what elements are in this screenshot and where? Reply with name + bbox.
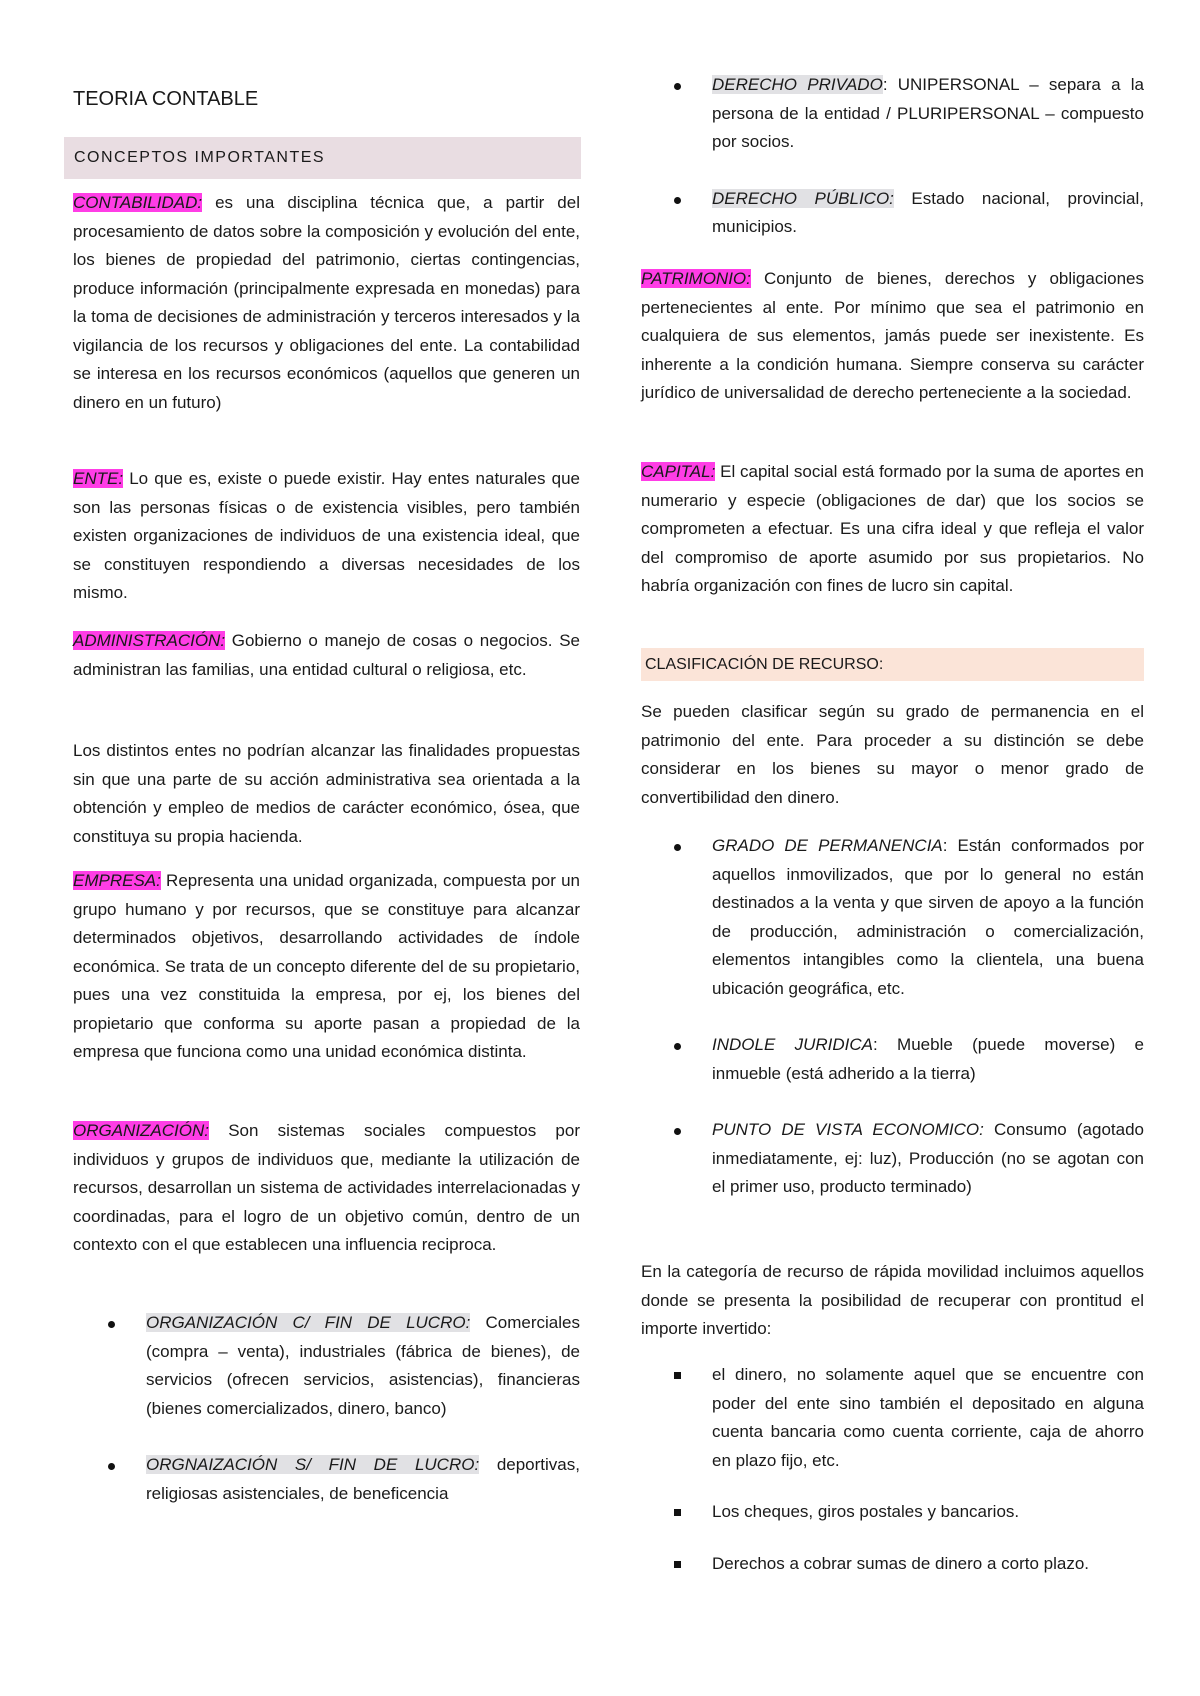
paragraph-clasificacion-intro: Se pueden clasificar según su grado de permanencia en el patrimonio del ente. Para proceder a su distinción se debe considerar en los bienes su mayor o menor grado de convertibilidad den dinero.: [641, 702, 1144, 807]
paragraph-capital: CAPITAL: El capital social está formado por la suma de aportes en numerario y especie (obligaciones de dar) que los socios se comprometen a efectuar. Es una cifra ideal y que refleja el valor del compromiso de aporte asumido por sus propietarios. No habría organización con fines de lucro sin capital.: [641, 462, 1144, 595]
term-capital: CAPITAL:: [641, 462, 716, 481]
bullet-square-icon: [674, 1372, 681, 1379]
square-bullet-list: [712, 1361, 1144, 1578]
list-item: PUNTO DE VISTA ECONOMICO: Consumo (agotado inmediatamente, ej: luz), Producción (no se agotan con el primer uso, producto terminado): [712, 1116, 1144, 1202]
organization-bullet-list: [146, 1309, 580, 1508]
term-ente: ENTE:: [73, 469, 124, 488]
paragraph-administracion: ADMINISTRACIÓN: Gobierno o manejo de cosas o negocios. Se administran las familias, una entidad cultural o religiosa, etc.: [73, 631, 580, 679]
bullet-dot-icon: [674, 197, 681, 204]
document-title: TEORIA CONTABLE: [73, 88, 259, 110]
paragraph-rapida-movilidad: En la categoría de recurso de rápida movilidad incluimos aquellos donde se presenta la posibilidad de recuperar con prontitud el importe invertido:: [641, 1262, 1144, 1338]
term-contabilidad: CONTABILIDAD:: [73, 193, 203, 212]
term-patrimonio: PATRIMONIO:: [641, 269, 751, 288]
list-item: ORGANIZACIÓN C/ FIN DE LUCRO: Comerciales (compra – venta), industriales (fábrica de bienes), de servicios (ofrecen servicios, asistencias), financieras (bienes comercializados, dinero, banco): [146, 1309, 580, 1423]
list-item: DERECHO PRIVADO: UNIPERSONAL – separa a la persona de la entidad / PLURIPERSONAL – compuesto por socios.: [712, 71, 1144, 157]
bullet-square-icon: [674, 1561, 681, 1568]
bullet-dot-icon: [674, 83, 681, 90]
bullet-dot-icon: [108, 1321, 115, 1328]
clasificacion-header: CLASIFICACIÓN DE RECURSO:: [641, 648, 1144, 681]
term-organizacion: ORGANIZACIÓN:: [73, 1121, 210, 1140]
list-item: GRADO DE PERMANENCIA: Están conformados por aquellos inmovilizados, que por lo general no están destinados a la venta y que sirven de apoyo a la función de producción, administración o comercialización, elementos intangibles como la clientela, una buena ubicación geográfica, etc.: [712, 832, 1144, 1003]
list-item: el dinero, no solamente aquel que se encuentre con poder del ente sino también el depositado en alguna cuenta bancaria como cuenta corriente, caja de ahorro en plazo fijo, etc.: [712, 1361, 1144, 1475]
paragraph-ente: ENTE: Lo que es, existe o puede existir. Hay entes naturales que son las personas físicas o de existencia visibles, pero también existen organizaciones de individuos de una existencia ideal, que se constituyen respondiendo a diversas necesidades de los mismo.: [73, 469, 580, 602]
list-item: Derechos a cobrar sumas de dinero a corto plazo.: [712, 1550, 1144, 1579]
recurso-bullet-list: [712, 832, 1144, 1202]
paragraph-distintos-entes: Los distintos entes no podrían alcanzar las finalidades propuestas sin que una parte de su acción administrativa sea orientada a la obtención y empleo de medios de carácter económico, ósea, que constituya su propia hacienda.: [73, 741, 580, 846]
paragraph-empresa: EMPRESA: Representa una unidad organizada, compuesta por un grupo humano y por recursos, que se constituye para alcanzar determinados objetivos, desarrollando actividades de índole económica. Se trata de un concepto diferente del de su propietario, pues una vez constituida la empresa, por ej, los bienes del propietario que conforma su aporte pasan a propiedad de la empresa que funciona como una unidad económica distinta.: [73, 871, 580, 1061]
bullet-dot-icon: [674, 844, 681, 851]
term-administracion: ADMINISTRACIÓN:: [73, 631, 226, 650]
term-empresa: EMPRESA:: [73, 871, 161, 890]
list-item: ORGNAIZACIÓN S/ FIN DE LUCRO: deportivas, religiosas asistenciales, de beneficencia: [146, 1451, 580, 1508]
bullet-dot-icon: [674, 1128, 681, 1135]
paragraph-organizacion: ORGANIZACIÓN: Son sistemas sociales compuestos por individuos y grupos de individuos que, mediante la utilización de recursos, desarrollan un sistema de actividades interrelacionadas y coordinadas, para el logro de un objetivo común, dentro de un contexto con el que establecen una influencia reciproca.: [73, 1121, 580, 1254]
bullet-square-icon: [674, 1509, 681, 1516]
bullet-dot-icon: [674, 1043, 681, 1050]
paragraph-patrimonio: PATRIMONIO: Conjunto de bienes, derechos y obligaciones pertenecientes al ente. Por mínimo que sea el patrimonio en cualquiera de sus elementos, jamás puede ser inexistente. Es inherente a la condición humana. Siempre conserva su carácter jurídico de universalidad de derecho perteneciente a la sociedad.: [641, 269, 1144, 402]
list-item: Los cheques, giros postales y bancarios.: [712, 1498, 1144, 1527]
paragraph-contabilidad: CONTABILIDAD: es una disciplina técnica que, a partir del procesamiento de datos sobre la composición y evolución del ente, los bienes de propiedad del patrimonio, ciertas contingencias, produce información (principalmente expresada en monedas) para la toma de decisiones de administración y terceros interesados y la vigilancia de los recursos y obligaciones del ente. La contabilidad se interesa en los recursos económicos (aquellos que generen un dinero en un futuro): [73, 193, 580, 412]
derecho-bullet-list: [712, 71, 1144, 242]
bullet-dot-icon: [108, 1463, 115, 1470]
list-item: DERECHO PÚBLICO: Estado nacional, provincial, municipios.: [712, 185, 1144, 242]
list-item: INDOLE JURIDICA: Mueble (puede moverse) e inmueble (está adherido a la tierra): [712, 1031, 1144, 1088]
section-header: CONCEPTOS IMPORTANTES: [64, 137, 581, 179]
